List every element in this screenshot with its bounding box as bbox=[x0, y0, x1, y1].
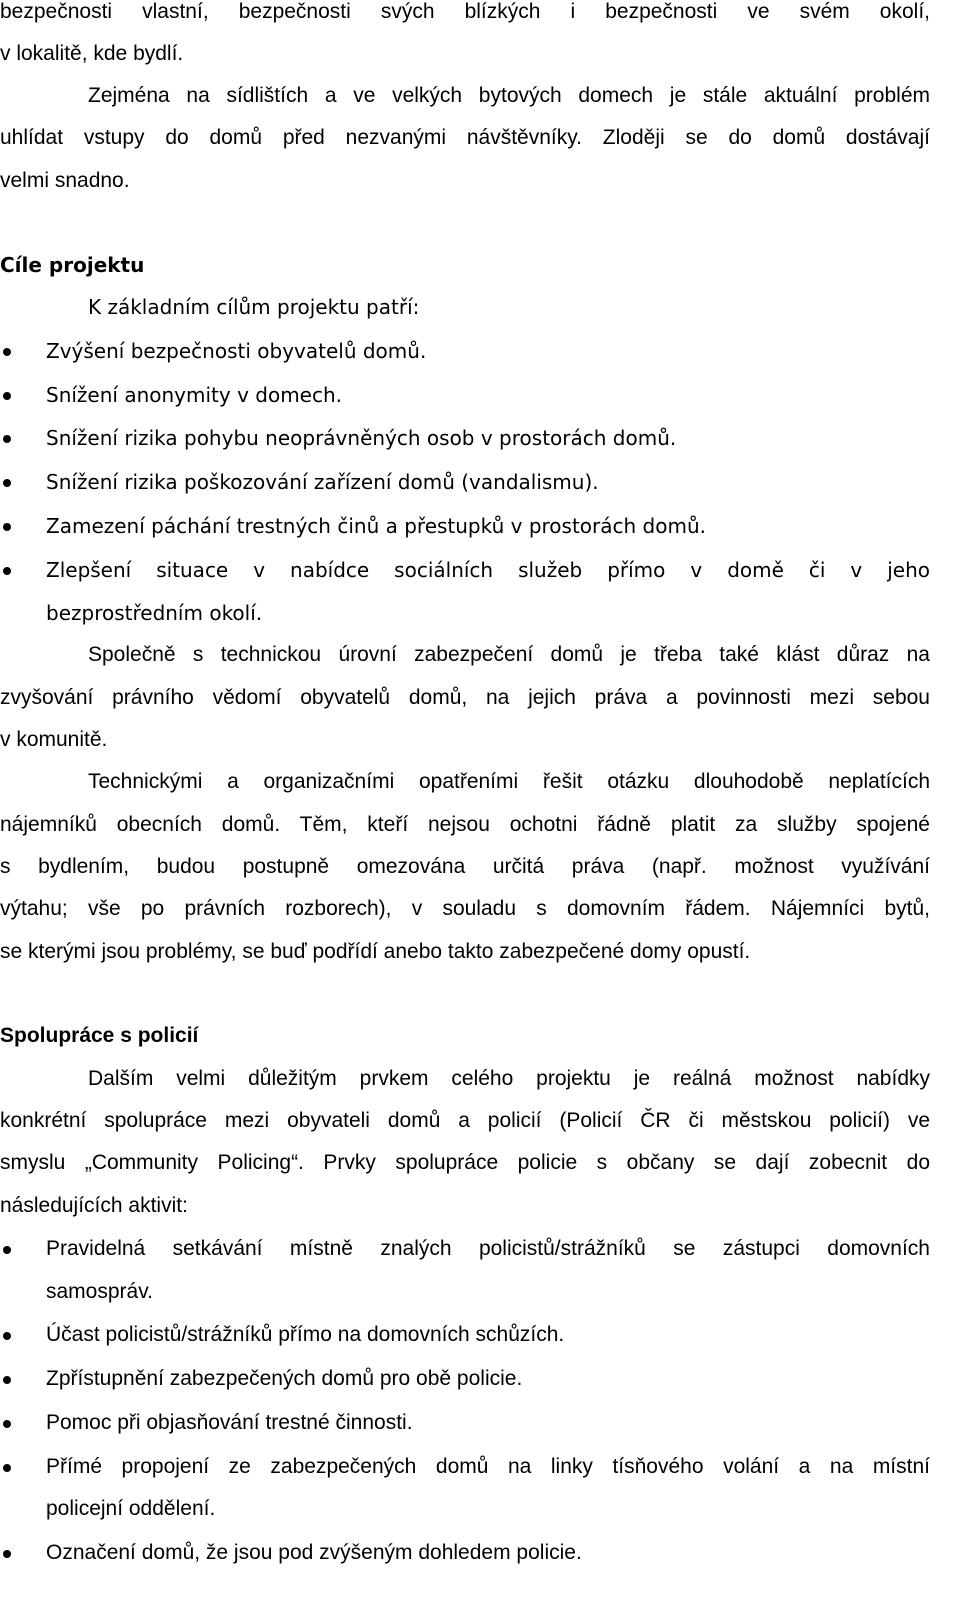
list-item-text: Zpřístupnění zabezpečených domů pro obě policie. bbox=[46, 1367, 523, 1390]
list-item-text: Pravidelná setkávání místně znalých policistů/strážníků se zástupci domovních bbox=[46, 1237, 930, 1260]
paragraph-line: Zejména na sídlištích a ve velkých bytových domech je stále aktuální problém bbox=[88, 84, 930, 107]
bullet-icon bbox=[3, 567, 11, 575]
paragraph-line: velmi snadno. bbox=[0, 169, 130, 192]
bullet-icon bbox=[3, 1420, 11, 1428]
paragraph-line: následujících aktivit: bbox=[0, 1194, 188, 1217]
bullet-icon bbox=[3, 348, 11, 356]
paragraph-line: konkrétní spolupráce mezi obyvateli domů a policií (Policií ČR či městskou policií) ve bbox=[0, 1109, 930, 1132]
list-item-text: Pomoc při objasňování trestné činnosti. bbox=[46, 1411, 413, 1434]
paragraph-line: Technickými a organizačními opatřeními řešit otázku dlouhodobě neplatících bbox=[88, 770, 930, 793]
bullet-icon bbox=[3, 1246, 11, 1254]
bullet-icon bbox=[3, 435, 11, 443]
list-item-text: Účast policistů/strážníků přímo na domovních schůzích. bbox=[46, 1323, 565, 1346]
list-item bbox=[46, 1455, 930, 1479]
paragraph-line: se kterými jsou problémy, se buď podřídí anebo takto zabezpečené domy opustí. bbox=[0, 940, 751, 963]
list-item-text: Snížení rizika pohybu neoprávněných osob v prostorách domů. bbox=[46, 426, 677, 450]
list-item-continuation: samospráv. bbox=[46, 1280, 153, 1303]
list-item-text: Označení domů, že jsou pod zvýšeným dohledem policie. bbox=[46, 1541, 582, 1564]
list-item-text: Snížení rizika poškozování zařízení domů (vandalismu). bbox=[46, 470, 599, 494]
paragraph-line: Dalším velmi důležitým prvkem celého projektu je reálná možnost nabídky bbox=[88, 1067, 930, 1090]
bullet-icon bbox=[3, 1550, 11, 1558]
paragraph-line: v komunitě. bbox=[0, 728, 108, 751]
list-item bbox=[46, 558, 930, 582]
list-item-continuation: policejní oddělení. bbox=[46, 1497, 216, 1520]
list-item-text: Zamezení páchání trestných činů a přestupků v prostorách domů. bbox=[46, 514, 706, 538]
paragraph-line: uhlídat vstupy do domů před nezvanými návštěvníky. Zloději se do domů dostávají bbox=[0, 126, 930, 149]
paragraph-line: výtahu; vše po právních rozborech), v souladu s domovním řádem. Nájemníci bytů, bbox=[0, 897, 930, 920]
paragraph-line: Společně s technickou úrovní zabezpečení domů je třeba také klást důraz na bbox=[88, 643, 930, 666]
list-item bbox=[46, 1323, 930, 1347]
intro-line: bezpečnosti vlastní, bezpečnosti svých blízkých i bezpečnosti ve svém okolí, bbox=[0, 0, 930, 23]
list-item bbox=[46, 1367, 930, 1391]
bullet-icon bbox=[3, 1332, 11, 1340]
list-item-continuation: bezprostředním okolí. bbox=[46, 601, 263, 625]
list-item bbox=[46, 426, 930, 450]
list-item-text: Zlepšení situace v nabídce sociálních služeb přímo v domě či v jeho bbox=[46, 558, 930, 582]
list-item bbox=[46, 383, 930, 407]
goals-intro: K základním cílům projektu patří: bbox=[88, 295, 420, 319]
bullet-icon bbox=[3, 392, 11, 400]
section-heading-goals: Cíle projektu bbox=[0, 253, 145, 277]
intro-line: v lokalitě, kde bydlí. bbox=[0, 42, 184, 65]
section-heading-police: Spolupráce s policií bbox=[0, 1024, 199, 1047]
list-item bbox=[46, 1541, 930, 1565]
paragraph-line: smyslu „Community Policing“. Prvky spolupráce policie s občany se dají zobecnit do bbox=[0, 1151, 930, 1174]
bullet-icon bbox=[3, 523, 11, 531]
list-item-text: Zvýšení bezpečnosti obyvatelů domů. bbox=[46, 339, 427, 363]
bullet-icon bbox=[3, 1464, 11, 1472]
list-item-text: Přímé propojení ze zabezpečených domů na linky tísňového volání a na místní bbox=[46, 1455, 930, 1478]
bullet-icon bbox=[3, 1376, 11, 1384]
list-item bbox=[46, 470, 930, 494]
paragraph-line: zvyšování právního vědomí obyvatelů domů, na jejich práva a povinnosti mezi sebou bbox=[0, 686, 930, 709]
list-item-text: Snížení anonymity v domech. bbox=[46, 383, 343, 407]
list-item bbox=[46, 339, 930, 363]
paragraph-line: s bydlením, budou postupně omezována určitá práva (např. možnost využívání bbox=[0, 855, 930, 878]
list-item bbox=[46, 1411, 930, 1435]
bullet-icon bbox=[3, 479, 11, 487]
list-item bbox=[46, 1237, 930, 1261]
list-item bbox=[46, 514, 930, 538]
paragraph-line: nájemníků obecních domů. Těm, kteří nejsou ochotni řádně platit za služby spojené bbox=[0, 813, 930, 836]
